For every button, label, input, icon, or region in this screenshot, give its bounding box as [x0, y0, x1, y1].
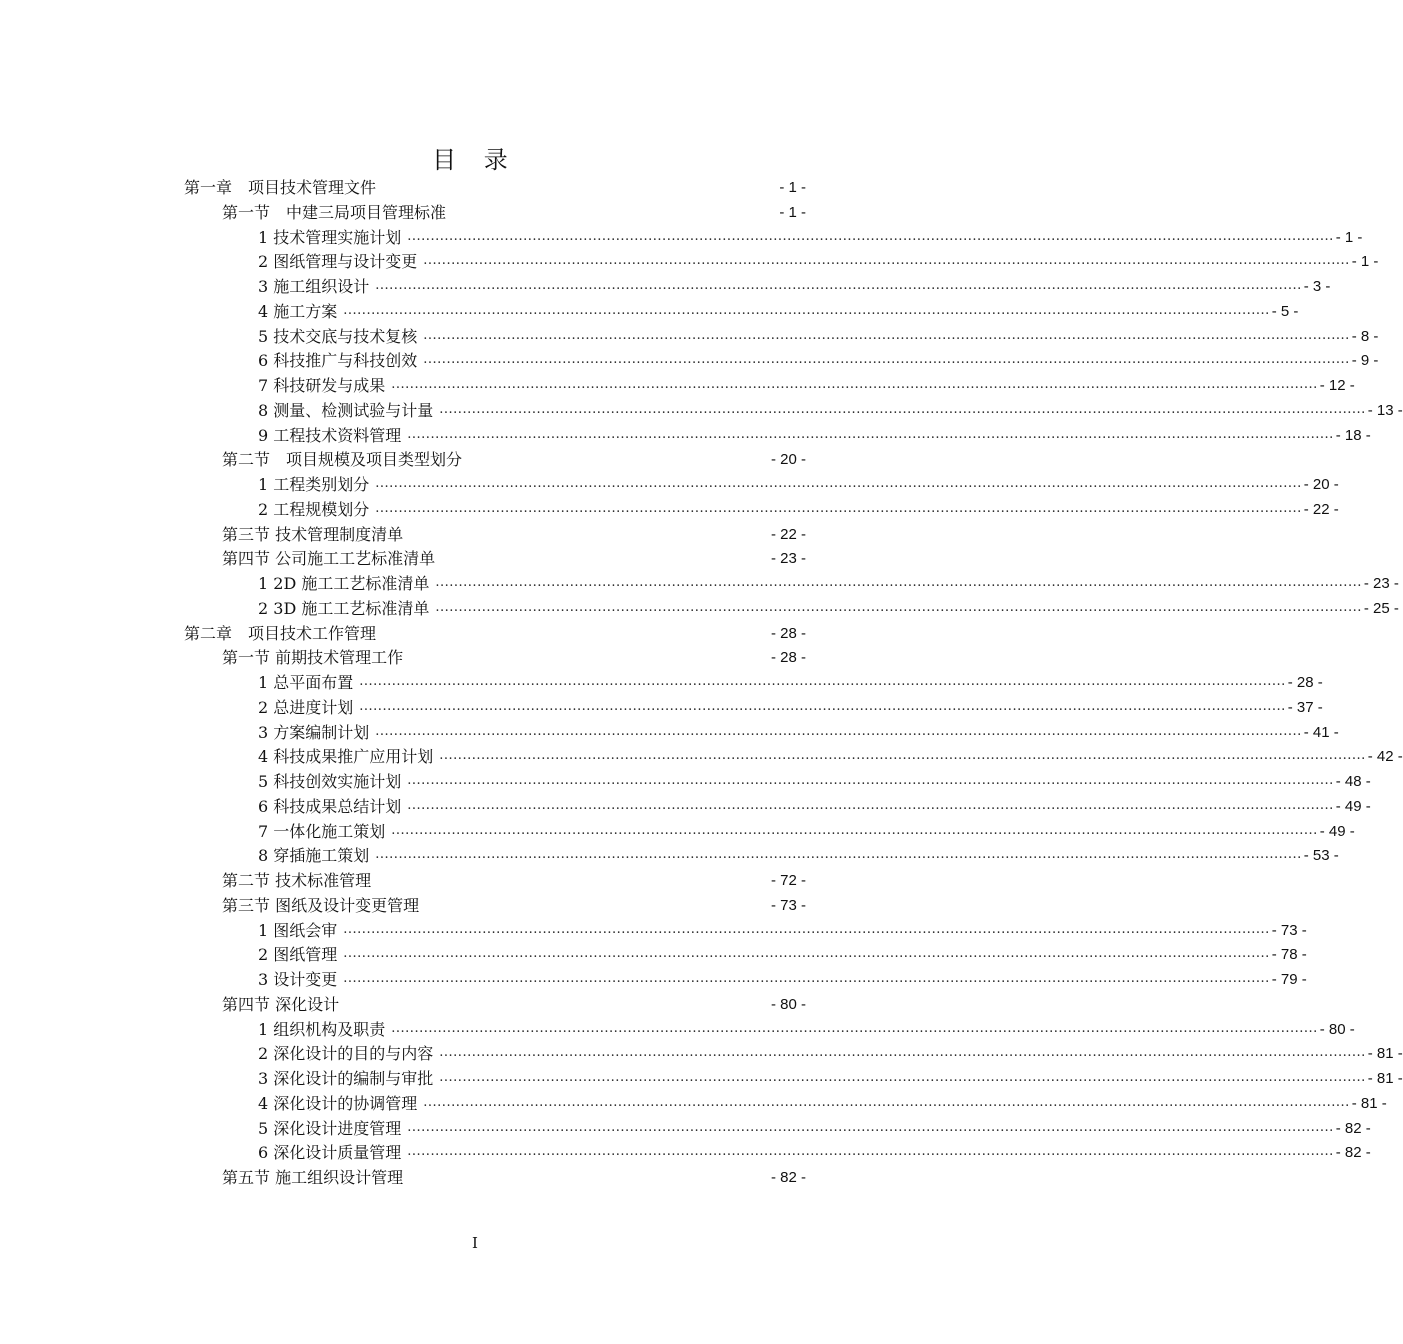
toc-entry-label: 5 技术交底与技术复核 — [258, 326, 418, 346]
dot-leader: ........................................................................................................................................................................................................ — [375, 500, 1302, 516]
toc-entry[interactable] — [258, 1042, 1403, 1064]
toc-entry-page: - 73 - — [1271, 921, 1307, 939]
toc-entry-page: - 82 - — [1335, 1144, 1371, 1162]
toc-entry-page: - 18 - — [1335, 426, 1371, 444]
toc-entry[interactable] — [258, 1018, 1355, 1040]
dot-leader: ........................................................................................................................................................................................................ — [343, 946, 1270, 962]
toc-entry[interactable] — [258, 943, 1307, 965]
dot-leader: ........................................................................................................................................................................................................ — [407, 797, 1334, 813]
toc-entry-label: 7 科技研发与成果 — [258, 376, 386, 395]
toc-entry-page: - 49 - — [1319, 822, 1355, 840]
toc-entry-label: 3 深化设计的编制与审批 — [258, 1069, 434, 1088]
toc-entry[interactable] — [258, 226, 1363, 248]
toc-entry-label: 1 技术管理实施计划 — [258, 227, 402, 247]
toc-entry-page: - 48 - — [1335, 773, 1371, 790]
dot-leader: ........................................................................................................................................................................................................ — [343, 302, 1270, 318]
toc-entry-page: - 78 - — [1271, 946, 1307, 964]
dot-leader: ........................................................................................................................................................................................................ — [407, 228, 1334, 244]
toc-entry-page: - 80 - — [770, 995, 806, 1013]
dot-leader: ........................................................................................................................................................................................................ — [423, 327, 1350, 343]
toc-entry[interactable] — [258, 721, 1339, 743]
dot-leader: ........................................................................................................................................................................................................ — [359, 674, 1286, 689]
toc-entry-label: 5 深化设计进度管理 — [258, 1118, 402, 1138]
toc-entry-page: - 28 - — [1287, 674, 1323, 691]
toc-entry[interactable] — [258, 696, 1323, 718]
toc-entry-page: - 28 - — [770, 649, 806, 667]
dot-leader: ........................................................................................................................................................................................................ — [439, 401, 1366, 417]
toc-entry[interactable] — [222, 646, 806, 668]
toc-entry-page: - 81 - — [1351, 1094, 1387, 1112]
dot-leader: ........................................................................................................................................................................................................ — [343, 971, 1270, 986]
toc-entry-label: 9 工程技术资料管理 — [258, 425, 402, 445]
toc-entry-page: - 3 - — [1303, 278, 1331, 295]
dot-leader: ........................................................................................................................................................................................................ — [407, 1119, 1334, 1135]
toc-entry-label: 6 科技推广与科技创效 — [258, 351, 418, 371]
toc-entry-page: - 25 - — [1363, 599, 1399, 617]
toc-entry-label: 第二章 项目技术工作管理 — [184, 623, 377, 643]
toc-entry-label: 7 一体化施工策划 — [258, 821, 386, 841]
toc-entry[interactable] — [258, 300, 1299, 322]
toc-entry[interactable] — [258, 399, 1403, 421]
toc-entry[interactable] — [258, 572, 1399, 594]
toc-entry-page: - 73 - — [770, 896, 806, 914]
toc-entry-page: - 1 - — [779, 203, 806, 221]
toc-entry-label: 2 总进度计划 — [258, 697, 354, 717]
toc-entry-page: - 81 - — [1367, 1070, 1403, 1087]
toc-entry-label: 第四节 公司施工工艺标准清单 — [222, 549, 436, 569]
toc-entry-label: 2 图纸管理 — [258, 945, 338, 965]
dot-leader: ........................................................................................................................................................................................................ — [423, 1094, 1350, 1110]
toc-entry-label: 1 总平面布置 — [258, 673, 354, 692]
toc-entry-label: 6 深化设计质量管理 — [258, 1143, 402, 1163]
toc-entry-page: - 8 - — [1351, 327, 1379, 345]
toc-entry[interactable] — [222, 1166, 806, 1188]
toc-entry[interactable] — [258, 770, 1371, 792]
toc-entry[interactable] — [258, 1141, 1371, 1163]
toc-entry-label: 1 组织机构及职责 — [258, 1019, 386, 1039]
dot-leader: ........................................................................................................................................................................................................ — [439, 748, 1366, 764]
toc-entry-page: - 22 - — [1303, 500, 1339, 518]
toc-entry-page: - 5 - — [1271, 302, 1299, 320]
toc-entry[interactable] — [184, 622, 806, 644]
toc-entry-page: - 82 - — [1335, 1119, 1371, 1137]
toc-entry-page: - 82 - — [770, 1169, 806, 1186]
toc-entry-page: - 37 - — [1287, 698, 1323, 716]
toc-entry[interactable] — [258, 820, 1355, 842]
toc-entry-label: 6 科技成果总结计划 — [258, 796, 402, 816]
toc-entry-label: 3 方案编制计划 — [258, 722, 370, 742]
toc-entry[interactable] — [184, 176, 806, 198]
toc-entry-label: 第五节 施工组织设计管理 — [222, 1168, 404, 1187]
toc-entry-page: - 1 - — [1351, 253, 1379, 271]
dot-leader: ........................................................................................................................................................................................................ — [375, 723, 1302, 739]
toc-entry-label: 4 施工方案 — [258, 301, 338, 321]
toc-entry[interactable] — [222, 201, 806, 223]
toc-entry[interactable] — [258, 597, 1399, 619]
toc-entry-label: 4 科技成果推广应用计划 — [258, 747, 434, 767]
toc-entry-page: - 49 - — [1335, 797, 1371, 815]
toc-entry-label: 2 图纸管理与设计变更 — [258, 252, 418, 272]
dot-leader: ........................................................................................................................................................................................................ — [435, 599, 1362, 615]
toc-entry[interactable] — [222, 523, 806, 545]
toc-entry-page: - 80 - — [1319, 1020, 1355, 1038]
toc-title: 目 录 — [432, 146, 518, 174]
dot-leader: ........................................................................................................................................................................................................ — [407, 1144, 1334, 1160]
dot-leader: ........................................................................................................................................................................................................ — [407, 773, 1334, 788]
dot-leader: ........................................................................................................................................................................................................ — [423, 352, 1350, 368]
toc-entry-label: 第三节 技术管理制度清单 — [222, 524, 404, 544]
toc-entry-page: - 20 - — [770, 451, 806, 469]
dot-leader: ........................................................................................................................................................................................................ — [391, 822, 1318, 838]
toc-entry-label: 5 科技创效实施计划 — [258, 772, 402, 791]
toc-entry-label: 3 施工组织设计 — [258, 277, 370, 296]
toc-entry-label: 1 图纸会审 — [258, 920, 338, 940]
toc-entry-page: - 23 - — [770, 550, 806, 568]
toc-entry-label: 4 深化设计的协调管理 — [258, 1093, 418, 1113]
toc-entry-page: - 42 - — [1367, 748, 1403, 766]
toc-entry[interactable] — [258, 275, 1331, 297]
toc-entry[interactable] — [258, 498, 1339, 520]
toc-entry-page: - 23 - — [1363, 575, 1399, 592]
toc-entry[interactable] — [258, 968, 1307, 990]
toc-entry[interactable] — [258, 844, 1339, 866]
toc-entry-page: - 9 - — [1351, 352, 1379, 370]
toc-entry-label: 8 测量、检测试验与计量 — [258, 400, 434, 420]
dot-leader: ........................................................................................................................................................................................................ — [375, 476, 1302, 491]
toc-entry[interactable] — [258, 1092, 1387, 1114]
toc-entry-label: 第四节 深化设计 — [222, 994, 340, 1014]
toc-entry-page: - 12 - — [1319, 377, 1355, 394]
toc-entry-label: 2 工程规模划分 — [258, 499, 370, 519]
toc-entry[interactable] — [222, 869, 806, 891]
toc-entry-label: 2 深化设计的目的与内容 — [258, 1044, 434, 1064]
dot-leader: ........................................................................................................................................................................................................ — [359, 698, 1286, 714]
toc-entry-label: 1 工程类别划分 — [258, 475, 370, 494]
dot-leader: ........................................................................................................................................................................................................ — [343, 921, 1270, 937]
toc-entry[interactable] — [258, 1067, 1403, 1089]
toc-entry[interactable] — [222, 448, 806, 470]
dot-leader: ........................................................................................................................................................................................................ — [391, 1020, 1318, 1036]
dot-leader: ........................................................................................................................................................................................................ — [439, 1045, 1366, 1061]
toc-entry[interactable] — [258, 1117, 1371, 1139]
toc-entry-label: 1 2D 施工工艺标准清单 — [258, 574, 430, 593]
toc-entry-label: 第三节 图纸及设计变更管理 — [222, 895, 420, 915]
toc-entry-page: - 28 - — [770, 624, 806, 642]
toc-entry-label: 2 3D 施工工艺标准清单 — [258, 598, 430, 618]
toc-entry[interactable] — [258, 745, 1403, 767]
toc-entry[interactable] — [258, 919, 1307, 941]
dot-leader: ........................................................................................................................................................................................................ — [439, 1070, 1366, 1085]
toc-entry-page: - 20 - — [1303, 476, 1339, 493]
dot-leader: ........................................................................................................................................................................................................ — [375, 847, 1302, 863]
toc-entry-page: - 41 - — [1303, 723, 1339, 741]
toc-entry-label: 第一章 项目技术管理文件 — [184, 178, 377, 197]
toc-entry-page: - 81 - — [1367, 1045, 1403, 1063]
dot-leader: ........................................................................................................................................................................................................ — [423, 253, 1350, 269]
toc-entry-label: 第二节 技术标准管理 — [222, 871, 372, 890]
toc-entry[interactable] — [258, 250, 1379, 272]
toc-entry[interactable] — [222, 993, 806, 1015]
toc-entry-page: - 53 - — [1303, 847, 1339, 865]
toc-entry-page: - 13 - — [1367, 401, 1403, 419]
toc-entry[interactable] — [258, 325, 1379, 347]
toc-entry[interactable] — [258, 424, 1371, 446]
dot-leader: ........................................................................................................................................................................................................ — [391, 377, 1318, 392]
dot-leader: ........................................................................................................................................................................................................ — [375, 278, 1302, 293]
toc-entry[interactable] — [258, 795, 1371, 817]
toc-entry[interactable] — [222, 547, 806, 569]
dot-leader: ........................................................................................................................................................................................................ — [407, 426, 1334, 442]
toc-entry-label: 第一节 中建三局项目管理标准 — [222, 202, 447, 222]
toc-entry-page: - 72 - — [770, 872, 806, 889]
toc-entry-label: 3 设计变更 — [258, 970, 338, 989]
toc-entry[interactable] — [258, 349, 1379, 371]
toc-entry-label: 第一节 前期技术管理工作 — [222, 648, 404, 668]
toc-entry[interactable] — [258, 374, 1355, 396]
toc-entry[interactable] — [258, 473, 1339, 495]
toc-entry-page: - 1 - — [779, 179, 806, 196]
dot-leader: ........................................................................................................................................................................................................ — [435, 575, 1362, 590]
toc-entry[interactable] — [222, 894, 806, 916]
page-number-footer: I — [472, 1234, 478, 1252]
toc-entry-page: - 22 - — [770, 525, 806, 543]
toc-entry-page: - 1 - — [1335, 228, 1363, 246]
toc-entry-label: 第二节 项目规模及项目类型划分 — [222, 450, 463, 470]
toc-entry[interactable] — [258, 671, 1323, 693]
toc-entry-page: - 79 - — [1271, 971, 1307, 988]
toc-entry-label: 8 穿插施工策划 — [258, 846, 370, 866]
